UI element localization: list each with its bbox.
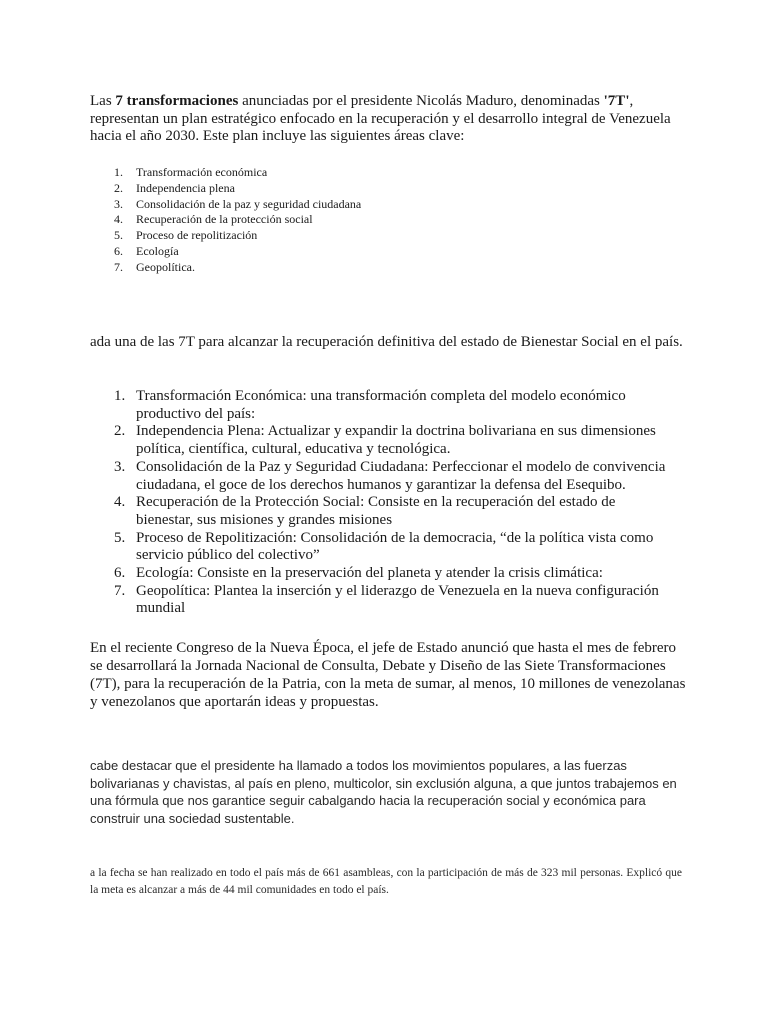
list-item-text: Transformación económica bbox=[136, 165, 268, 179]
list-number: 2. bbox=[114, 180, 123, 195]
short-areas-list bbox=[114, 165, 514, 276]
list-item bbox=[114, 165, 514, 181]
list-item bbox=[114, 388, 674, 423]
list-item-text: Ecología bbox=[136, 243, 179, 258]
list-number: 4. bbox=[114, 212, 123, 227]
list-item bbox=[114, 565, 674, 583]
list-item bbox=[114, 530, 674, 565]
list-item bbox=[114, 260, 514, 276]
intro-pre: Las bbox=[90, 93, 116, 109]
detailed-areas-list bbox=[114, 388, 674, 618]
list-number: 5. bbox=[114, 529, 126, 546]
list-item-text: Geopolítica: Plantea la inserción y el liderazgo de Venezuela en la nueva configuración mundial bbox=[136, 582, 659, 617]
list-item-text: Independencia Plena: Actualizar y expandir la doctrina bolivariana en sus dimensiones política, científica, cultural, educativa y tecnológica. bbox=[136, 423, 656, 458]
list-number: 6. bbox=[114, 243, 123, 258]
list-item bbox=[114, 583, 674, 618]
list-item-text: Proceso de repolitización bbox=[136, 228, 258, 243]
list-number: 3. bbox=[114, 458, 126, 475]
list-item bbox=[114, 228, 514, 244]
intro-bold-7t: '7T' bbox=[603, 93, 630, 109]
list-number: 7. bbox=[114, 259, 123, 274]
list-item bbox=[114, 494, 674, 529]
list-item bbox=[114, 212, 514, 228]
intro-bold-transformaciones: 7 transformaciones bbox=[115, 93, 239, 109]
second-paragraph: ada una de las 7T para alcanzar la recuperación definitiva del estado de Bienestar Social en el país. bbox=[90, 334, 683, 350]
list-item-text: Transformación Económica: una transformación completa del modelo económico productivo del país: bbox=[136, 388, 626, 422]
list-item-text: Independencia plena bbox=[136, 180, 235, 195]
fecha-paragraph: a la fecha se han realizado en todo el país más de 661 asambleas, con la participación de más de 323 mil personas. Explicó que la meta es alcanzar a más de 44 mil comunidades en todo el país. bbox=[90, 867, 682, 896]
list-item-text: Consolidación de la paz y seguridad ciudadana bbox=[136, 196, 362, 211]
list-item-text: Geopolítica. bbox=[136, 259, 195, 274]
list-item bbox=[114, 423, 674, 458]
list-number: 4. bbox=[114, 494, 126, 511]
list-number: 1. bbox=[114, 165, 123, 179]
list-number: 2. bbox=[114, 423, 126, 440]
list-number: 7. bbox=[114, 582, 126, 599]
list-item-text: Recuperación de la protección social bbox=[136, 212, 313, 227]
list-item-text: Consolidación de la Paz y Seguridad Ciudadana: Perfeccionar el modelo de convivencia ciudadana, el goce de los derechos humanos y garantizar la defensa del Esequibo. bbox=[136, 458, 666, 493]
intro-post: , representan un plan estratégico enfocado en la recuperación y el desarrollo integral de Venezuela hacia el año 2030. Este plan incluye las siguientes áreas clave: bbox=[90, 93, 671, 144]
list-item bbox=[114, 244, 514, 260]
list-number: 3. bbox=[114, 196, 123, 211]
list-item bbox=[114, 197, 514, 213]
intro-paragraph bbox=[90, 93, 690, 146]
congreso-paragraph: En el reciente Congreso de la Nueva Época, el jefe de Estado anunció que hasta el mes de febrero se desarrollará la Jornada Nacional de Consulta, Debate y Diseño de las Siete Transformaciones (7T), para la recuperación de la Patria, con la meta de sumar, al menos, 10 millones de venezolanas y venezolanos que aportarán ideas y propuestas. bbox=[90, 640, 686, 710]
list-item bbox=[114, 181, 514, 197]
list-number: 1. bbox=[114, 388, 126, 404]
intro-mid: anunciadas por el presidente Nicolás Maduro, denominadas bbox=[238, 93, 604, 109]
list-item-text: Ecología: Consiste en la preservación del planeta y atender la crisis climática: bbox=[136, 565, 603, 582]
list-item bbox=[114, 459, 674, 494]
list-item-text: Proceso de Repolitización: Consolidación de la democracia, “de la política vista como servicio público del colectivo” bbox=[136, 529, 654, 564]
list-number: 5. bbox=[114, 228, 123, 243]
cabe-destacar-paragraph: cabe destacar que el presidente ha llamado a todos los movimientos populares, a las fuerzas bolivarianas y chavistas, al país en pleno, multicolor, sin exclusión alguna, a que juntos trabajemos en una fórmula que nos garantice seguir cabalgando hacia la recuperación social y económica para construir una sociedad sustentable. bbox=[90, 758, 677, 826]
list-item-text: Recuperación de la Protección Social: Consiste en la recuperación del estado de bienestar, sus misiones y grandes misiones bbox=[136, 494, 616, 528]
list-number: 6. bbox=[114, 565, 126, 582]
